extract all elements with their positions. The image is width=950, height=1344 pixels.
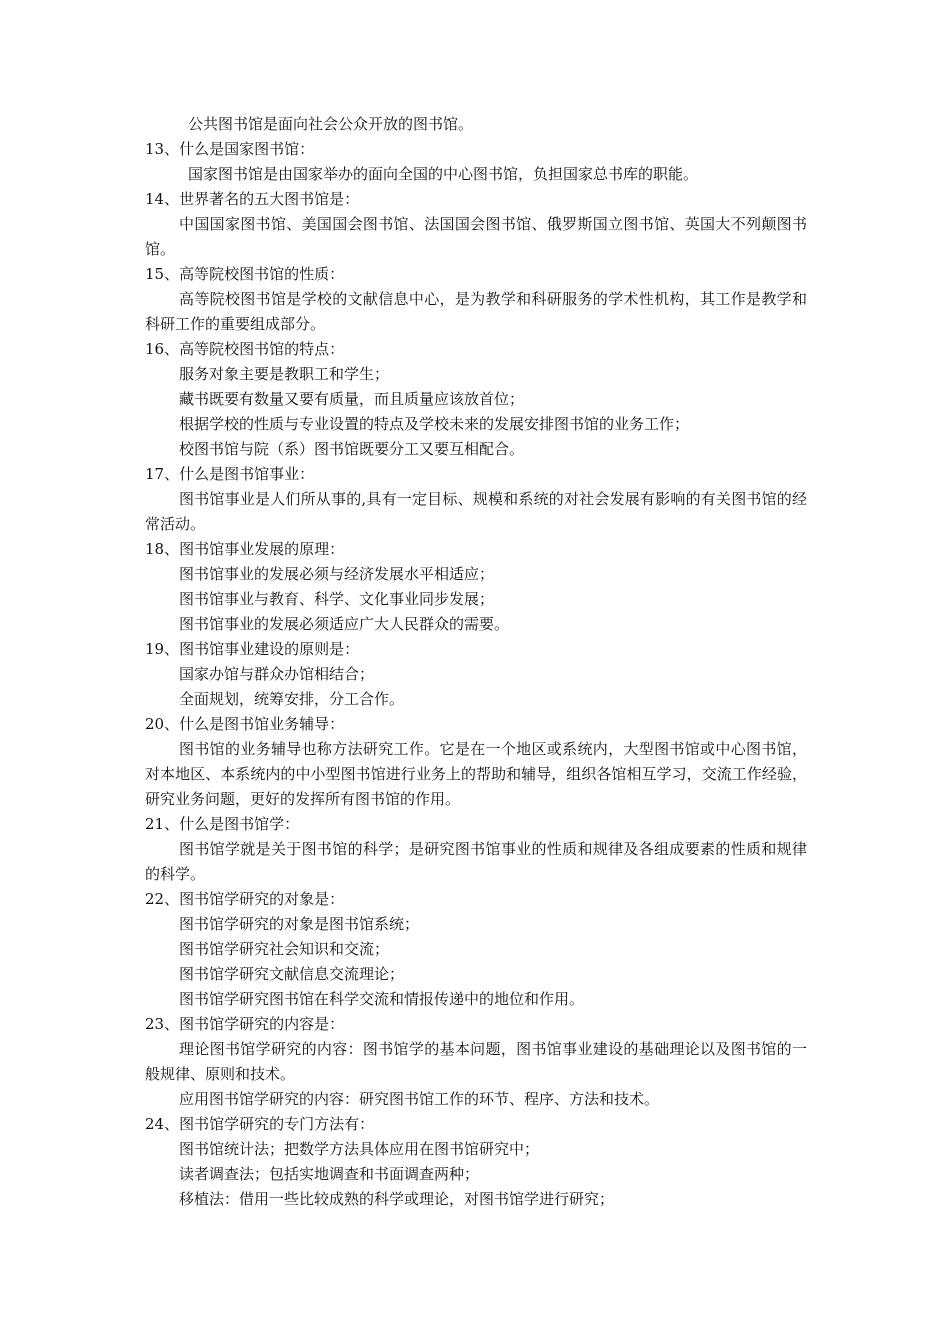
section-heading: 19、图书馆事业建设的原则是： (145, 640, 360, 658)
list-item: 移植法：借用一些比较成熟的科学或理论，对图书馆学进行研究； (179, 1190, 615, 1208)
section-heading: 13、什么是国家图书馆： (145, 140, 315, 158)
list-item: 全面规划，统筹安排，分工合作。 (179, 690, 405, 708)
list-item: 应用图书馆学研究的内容：研究图书馆工作的环节、程序、方法和技术。 (179, 1090, 660, 1108)
list-item: 读者调查法；包括实地调查和书面调查两种； (179, 1165, 480, 1183)
section-heading: 20、什么是图书馆业务辅导： (145, 715, 345, 733)
body-paragraph: 理论图书馆学研究的内容：图书馆学的基本问题，图书馆事业建设的基础理论以及图书馆的一般规律、原则和技术。 (145, 1040, 807, 1083)
body-paragraph: 中国国家图书馆、美国国会图书馆、法国国会图书馆、俄罗斯国立图书馆、英国大不列颠图书馆。 (145, 215, 807, 258)
document-page (145, 112, 807, 1212)
list-item: 根据学校的性质与专业设置的特点及学校未来的发展安排图书馆的业务工作； (179, 415, 690, 433)
list-item: 图书馆学研究图书馆在科学交流和情报传递中的地位和作用。 (179, 990, 585, 1008)
section-heading: 21、什么是图书馆学： (145, 815, 300, 833)
section-heading: 24、图书馆学研究的专门方法有： (145, 1115, 375, 1133)
body-paragraph: 国家图书馆是由国家举办的面向全国的中心图书馆，负担国家总书库的职能。 (188, 165, 699, 183)
body-paragraph: 高等院校图书馆是学校的文献信息中心，是为教学和科研服务的学术性机构，其工作是教学和科研工作的重要组成部分。 (145, 290, 807, 333)
section-heading: 15、高等院校图书馆的性质： (145, 265, 345, 283)
section-heading: 17、什么是图书馆事业： (145, 465, 315, 483)
body-paragraph: 图书馆的业务辅导也称方法研究工作。它是在一个地区或系统内，大型图书馆或中心图书馆，对本地区、本系统内的中小型图书馆进行业务上的帮助和辅导，组织各馆相互学习，交流工作经验，研究业务问题，更好的发挥所有图书馆的作用。 (145, 740, 807, 808)
section-heading: 18、图书馆事业发展的原理： (145, 540, 345, 558)
list-item: 图书馆学研究文献信息交流理论； (179, 965, 405, 983)
section-heading: 16、高等院校图书馆的特点： (145, 340, 345, 358)
list-item: 服务对象主要是教职工和学生； (179, 365, 390, 383)
list-item: 国家办馆与群众办馆相结合； (179, 665, 375, 683)
section-heading: 23、图书馆学研究的内容是： (145, 1015, 345, 1033)
body-paragraph: 公共图书馆是面向社会公众开放的图书馆。 (188, 115, 474, 133)
list-item: 图书馆学研究社会知识和交流； (179, 940, 390, 958)
list-item: 图书馆事业的发展必须与经济发展水平相适应； (179, 565, 495, 583)
list-item: 校图书馆与院（系）图书馆既要分工又要互相配合。 (179, 440, 525, 458)
body-paragraph: 图书馆学就是关于图书馆的科学；是研究图书馆事业的性质和规律及各组成要素的性质和规律的科学。 (145, 840, 807, 883)
section-heading: 22、图书馆学研究的对象是： (145, 890, 345, 908)
list-item: 图书馆事业与教育、科学、文化事业同步发展； (179, 590, 495, 608)
list-item: 图书馆事业的发展必须适应广大人民群众的需要。 (179, 615, 510, 633)
body-paragraph: 图书馆事业是人们所从事的,具有一定目标、规模和系统的对社会发展有影响的有关图书馆的经常活动。 (145, 490, 807, 533)
list-item: 藏书既要有数量又要有质量，而且质量应该放首位； (179, 390, 525, 408)
section-heading: 14、世界著名的五大图书馆是： (145, 190, 360, 208)
list-item: 图书馆统计法；把数学方法具体应用在图书馆研究中； (179, 1140, 540, 1158)
list-item: 图书馆学研究的对象是图书馆系统； (179, 915, 420, 933)
